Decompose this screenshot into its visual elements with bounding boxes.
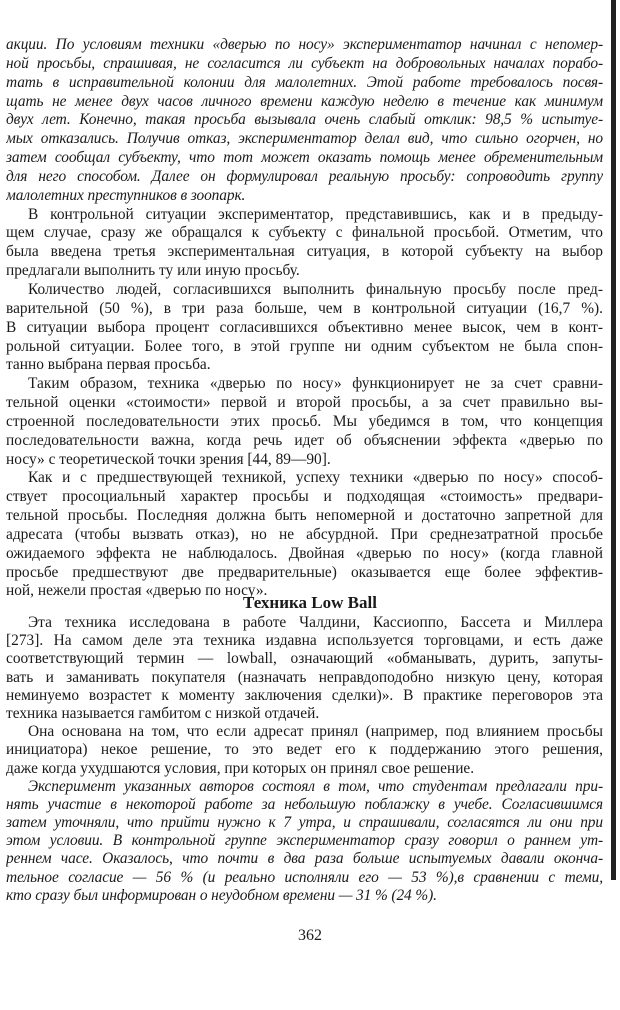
upper-text-section xyxy=(6,36,603,601)
text-line: даже когда ухудшаются условия, при которых он принял свое решение. xyxy=(6,759,475,777)
text-line: ствует просоциальный характер просьбы и подходящая «стоимость» предвари- xyxy=(6,488,603,506)
text-line: этом условии. В контрольной группе экспериментатор сразу говорил о раннем ут- xyxy=(6,832,603,850)
text-line: малолетних преступников в зоопарк. xyxy=(6,186,246,204)
text-line: техника называется гамбитом с низкой отдачей. xyxy=(6,704,320,722)
paragraph xyxy=(6,206,603,281)
scan-page-edge xyxy=(611,0,616,880)
text-line: Она основана на том, что если адресат принял (например, под влиянием просьбы xyxy=(28,723,603,741)
text-line: Как и с предшествующей техникой, успеху техники «дверью по носу» способ- xyxy=(28,469,603,487)
text-line: Таким образом, техника «дверью по носу» функционирует не за счет сравни- xyxy=(28,375,603,393)
paragraph xyxy=(6,469,603,601)
text-line: акции. По условиям техники «дверью по носу» экспериментатор начинал с непомер- xyxy=(6,36,603,53)
text-line: соответствующий термин — lowball, означающий «обманывать, дурить, запуты- xyxy=(6,650,603,668)
text-line: ожидаемого эффекта не наблюдалось. Двойная «дверью по носу» (когда главной xyxy=(6,544,603,562)
text-line: ной, нежели простая «дверью по носу». xyxy=(6,582,268,600)
text-line: тельное согласие — 56 % (и реально исполняли его — 53 %),в сравнении с теми, xyxy=(6,868,603,886)
text-line: мых отказались. Получив отказ, экспериментатор делал вид, что сильно огорчен, но xyxy=(6,130,603,148)
text-line: строенной последовательности этих просьб. Мы убедимся в том, что концепция xyxy=(6,412,603,430)
text-line: просьбе предшествуют две предварительные) оказывается еще более эффектив- xyxy=(6,563,603,581)
text-line: кто сразу был информирован о неудобном времени — 31 % (24 %). xyxy=(6,886,437,904)
text-line: щать не менее двух часов личного времени каждую неделю в течение как минимум xyxy=(6,92,603,110)
page-number: 362 xyxy=(298,927,322,944)
text-line: тать в исправительной колонии для малолетних. Этой работе требовалось посвя- xyxy=(6,73,603,91)
lower-text-section xyxy=(6,614,603,905)
text-line: тельной просьбы. Последняя должна быть непомерной и достаточно запретной для xyxy=(6,507,603,525)
text-line: для него способом. Далее он формулировал реальную просьбу: сопроводить группу xyxy=(6,167,603,185)
text-line: ной просьбы, спрашивая, не согласится ли субъект на добровольных началах порабо- xyxy=(6,54,603,72)
text-line: тельной оценки «стоимости» первой и второй просьбы, а за счет правильно вы- xyxy=(6,394,603,412)
text-line: Количество людей, согласившихся выполнить финальную просьбу после пред- xyxy=(28,280,603,298)
text-line: последовательности важна, когда речь идет об объяснении эффекта «дверью по xyxy=(6,431,603,449)
text-line: носу» с теоретической точки зрения [44, 89—90]. xyxy=(6,450,331,468)
text-line: В контрольной ситуации экспериментатор, представившись, как и в предыду- xyxy=(28,205,603,223)
text-line: адресата (чтобы вызвать отказ), но не абсурдной. При среднезатратной просьбе xyxy=(6,525,603,543)
text-line: была введена третья экспериментальная ситуация, в которой субъекту на выбор xyxy=(6,243,603,261)
text-line: В ситуации выбора процент согласившихся объективно менее высок, чем в конт- xyxy=(6,318,603,336)
text-line: вать и заманивать покупателя (назначать неправдоподобно низкую цену, которая xyxy=(6,668,603,686)
text-line: предлагали выполнить ту или иную просьбу. xyxy=(6,262,300,280)
text-line: неминуемо возрастет к моменту заключения сделки)». В практике переговоров эта xyxy=(6,686,603,704)
text-line: затем сообщал субъекту, что тот может оказать помощь менее обременительным xyxy=(6,149,603,167)
text-line: инициатора) некое решение, то это ведет его к поддержанию этого решения, xyxy=(6,741,603,759)
paragraph xyxy=(6,281,603,375)
text-line: танно выбрана первая просьба. xyxy=(6,356,211,374)
paragraph xyxy=(6,36,603,206)
section-heading: Техника Low Ball xyxy=(243,593,377,612)
text-line: Эксперимент указанных авторов состоял в том, что студентам предлагали при- xyxy=(28,777,603,795)
text-line: щем случае, сразу же обращался к субъекту с финальной просьбой. Отметим, что xyxy=(6,224,603,242)
paragraph xyxy=(6,375,603,469)
paragraph xyxy=(6,723,603,778)
text-line: [273]. На самом деле эта техника издавна используется торговцами, и есть даже xyxy=(6,632,603,650)
text-line: нять участие в некоторой работе за небольшую поблажку в учебе. Согласившимся xyxy=(6,795,603,813)
text-line: реннем часе. Оказалось, что почти в два раза больше испытуемых давали оконча- xyxy=(6,850,603,868)
paragraph xyxy=(6,614,603,723)
text-line: затем уточняли, что прийти нужно к 7 утра, и спрашивали, согласятся ли они при xyxy=(6,814,603,832)
text-line: Эта техника исследована в работе Чалдини, Кассиоппо, Бассета и Миллера xyxy=(28,614,603,631)
paragraph xyxy=(6,778,603,905)
text-line: двух лет. Конечно, такая просьба вызывала очень слабый отклик: 98,5 % испытуе- xyxy=(6,111,603,129)
text-line: рольной ситуации. Более того, в этой группе ни одним субъектом не была спон- xyxy=(6,337,603,355)
text-line: варительной (50 %), в три раза больше, чем в контрольной ситуации (16,7 %). xyxy=(6,299,603,317)
